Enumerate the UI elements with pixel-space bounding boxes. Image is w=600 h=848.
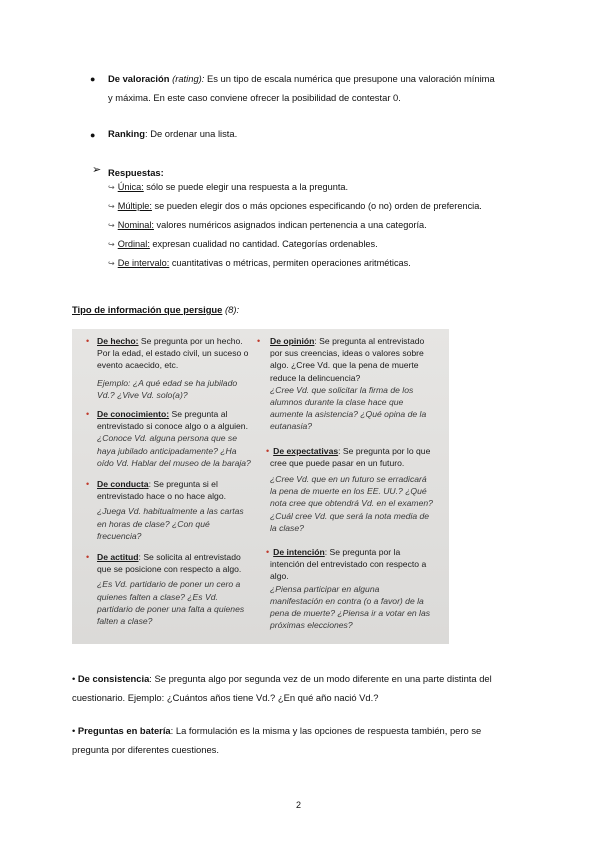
respuestas-item: ↪ De intervalo: cuantitativas o métricas, permiten operaciones aritméticas. [108,258,411,268]
red-bullet-icon: • [266,445,270,456]
panel-right-column [257,335,434,631]
hook-arrow-icon: ↪ [108,259,115,268]
red-bullet-icon: • [266,547,270,558]
ranking-term: Ranking [108,128,145,139]
hook-arrow-icon: ↪ [108,240,115,249]
panel-item: • De intención: Se pregunta por la intención del entrevistado con respecto a algo. ¿Piensa participar en alguna manifestación en contra (o a favor) de la pena de muerte? ¿Piensa ir a votar en las próximas elecciones? [266,547,431,631]
panel-item: • De hecho: Se pregunta por un hecho. Por la edad, el estado civil, un suceso o evento acaecido, etc. Ejemplo: ¿A qué edad se ha jubilado Vd.? ¿Vive Vd. solo(a)? [86,336,249,400]
info-types-panel [72,329,449,644]
respuestas-item: ↪ Única: sólo se puede elegir una respuesta a la pregunta. [108,182,349,192]
hook-arrow-icon: ↪ [108,183,115,192]
ranking-paragraph [108,124,237,143]
consistencia-paragraph: • De consistencia: Se pregunta algo por segunda vez de un modo diferente en una parte distinta del cuestionario. Ejemplo: ¿Cuántos años tiene Vd.? ¿En qué año nació Vd.? [72,673,492,703]
red-bullet-icon: • [86,552,90,563]
bullet-icon: • [72,725,76,736]
hook-arrow-icon: ↪ [108,221,115,230]
red-bullet-icon: • [86,409,90,420]
respuestas-item: ↪ Nominal: valores numéricos asignados indican pertenencia a una categoría. [108,220,427,230]
respuestas-item: ↪ Ordinal: expresan cualidad no cantidad. Categorías ordenables. [108,239,378,249]
arrow-bullet-icon: ➢ [92,164,102,176]
ranking-text: : De ordenar una lista. [144,128,238,139]
bateria-paragraph: • Preguntas en batería: La formulación es la misma y las opciones de respuesta también, pero se pregunta por diferentes cuestiones. [72,725,482,755]
panel-item: • De conducta: Se pregunta si el entrevistado hace o no hace algo. ¿Juega Vd. habitualmente a las cartas en horas de clase? ¿Con qué frecuencia? [86,479,244,541]
panel-item: • De actitud: Se solicita al entrevistado que se posicione con respecto a algo. ¿Es Vd. partidario de poner un cero a quienes falten a clase? ¿Es Vd. partidario de poner una falta a quienes falten a clase? [86,552,245,627]
panel-item: • De opinión: Se pregunta al entrevistado por sus creencias, ideas o valores sobre algo. ¿Cree Vd. que la pena de muerte reduce la delincuencia? ¿Cree Vd. que solicitar la firma de los alumnos durante la clase hace que aumente la asistencia? ¿Qué opina de la eutanasia? [257,336,427,432]
valoracion-text-2: y máxima. En este caso conviene ofrecer la posibilidad de contestar 0. [108,92,401,103]
valoracion-term: De valoración [108,73,170,84]
bullet-icon: ● [90,130,96,140]
red-bullet-icon: • [257,336,261,346]
panel-item: • De conocimiento: Se pregunta al entrevistado si conoce algo o a alguien. ¿Conoce Vd. alguna persona que se haya jubilado anticipadamente? ¿Ha oído Vd. Hablar del museo de la baraja? [86,409,251,468]
bullet-icon: • [72,673,76,684]
tipo-heading: Tipo de información que persigue (8): [72,304,240,315]
respuestas-item: ↪ Múltiple: se pueden elegir dos o más opciones especificando (o no) orden de preferencia. [108,201,482,211]
valoracion-term-italic: (rating): [172,73,205,84]
red-bullet-icon: • [86,479,90,490]
valoracion-paragraph [108,69,528,107]
page-number: 2 [296,800,302,810]
respuestas-title: Respuestas: [108,167,164,178]
valoracion-text-1: Es un tipo de escala numérica que presupone una valoración mínima [204,73,495,84]
panel-item: • De expectativas: Se pregunta por lo que cree que puede pasar en un futuro. ¿Cree Vd. que en un futuro se erradicará la pena de muerte en los EE. UU.? ¿Qué nota cree que obtendrá Vd. en el examen? ¿Cuál cree Vd. que será la nota media de la clase? [266,445,433,533]
bullet-icon: ● [90,74,96,84]
hook-arrow-icon: ↪ [108,202,115,211]
red-bullet-icon: • [86,336,90,346]
panel-left-column [86,335,255,627]
